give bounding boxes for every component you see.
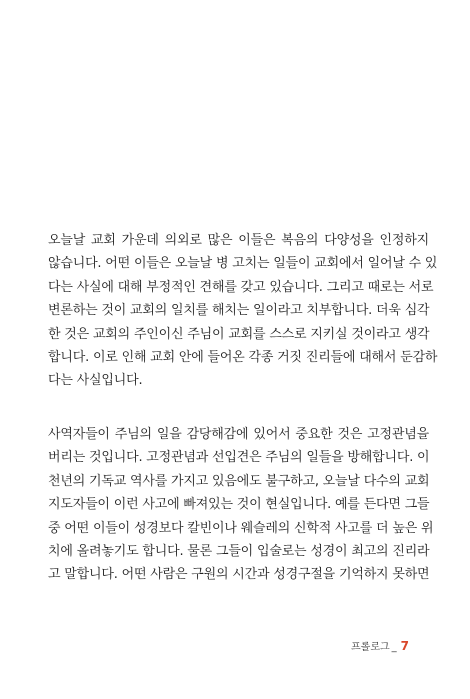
text-line: 다는 사실입니다. — [48, 373, 143, 389]
footer-section-label: 프롤로그 — [351, 642, 390, 653]
text-line: 다는 사실에 대해 부정적인 견해를 갖고 있습니다. 그리고 때로는 서로 — [48, 279, 434, 295]
footer-separator: _ — [391, 642, 397, 653]
page-footer — [351, 638, 409, 653]
body-paragraph-2 — [48, 423, 434, 587]
text-line: 사역자들이 주님의 일을 감당해감에 있어서 중요한 것은 고정관념을 — [48, 427, 429, 442]
page-number: 7 — [400, 639, 409, 653]
text-line: 오늘날 교회 가운데 의외로 많은 이들은 복음의 다양성을 인정하지 — [48, 233, 429, 248]
text-line: 치에 올려놓기도 합니다. 물론 그들이 입술로는 성경이 최고의 진리라 — [48, 544, 430, 560]
text-line: 버리는 것입니다. 고정관념과 선입견은 주님의 일들을 방해합니다. 이 — [48, 450, 430, 466]
text-line: 합니다. 이로 인해 교회 안에 들어온 각종 거짓 진리들에 대해서 둔감하 — [48, 350, 438, 366]
text-line: 중 어떤 이들이 성경보다 칼빈이나 웨슬레의 신학적 사고를 더 높은 위 — [48, 520, 434, 536]
text-line: 고 말합니다. 어떤 사람은 구원의 시간과 성경구절을 기억하지 못하면 — [48, 567, 430, 583]
text-line: 천년의 기독교 역사를 가지고 있음에도 불구하고, 오늘날 다수의 교회 — [48, 473, 430, 489]
text-line: 변론하는 것이 교회의 일치를 해치는 일이라고 치부합니다. 더욱 심각 — [48, 303, 430, 319]
text-line: 지도자들이 이런 사고에 빠져있는 것이 현실입니다. 예를 든다면 그들 — [48, 497, 430, 513]
body-paragraph-1 — [48, 229, 438, 393]
text-line: 않습니다. 어떤 이들은 오늘날 병 고치는 일들이 교회에서 일어날 수 있 — [48, 256, 438, 272]
text-line: 한 것은 교회의 주인이신 주님이 교회를 스스로 지키실 것이라고 생각 — [48, 326, 430, 342]
